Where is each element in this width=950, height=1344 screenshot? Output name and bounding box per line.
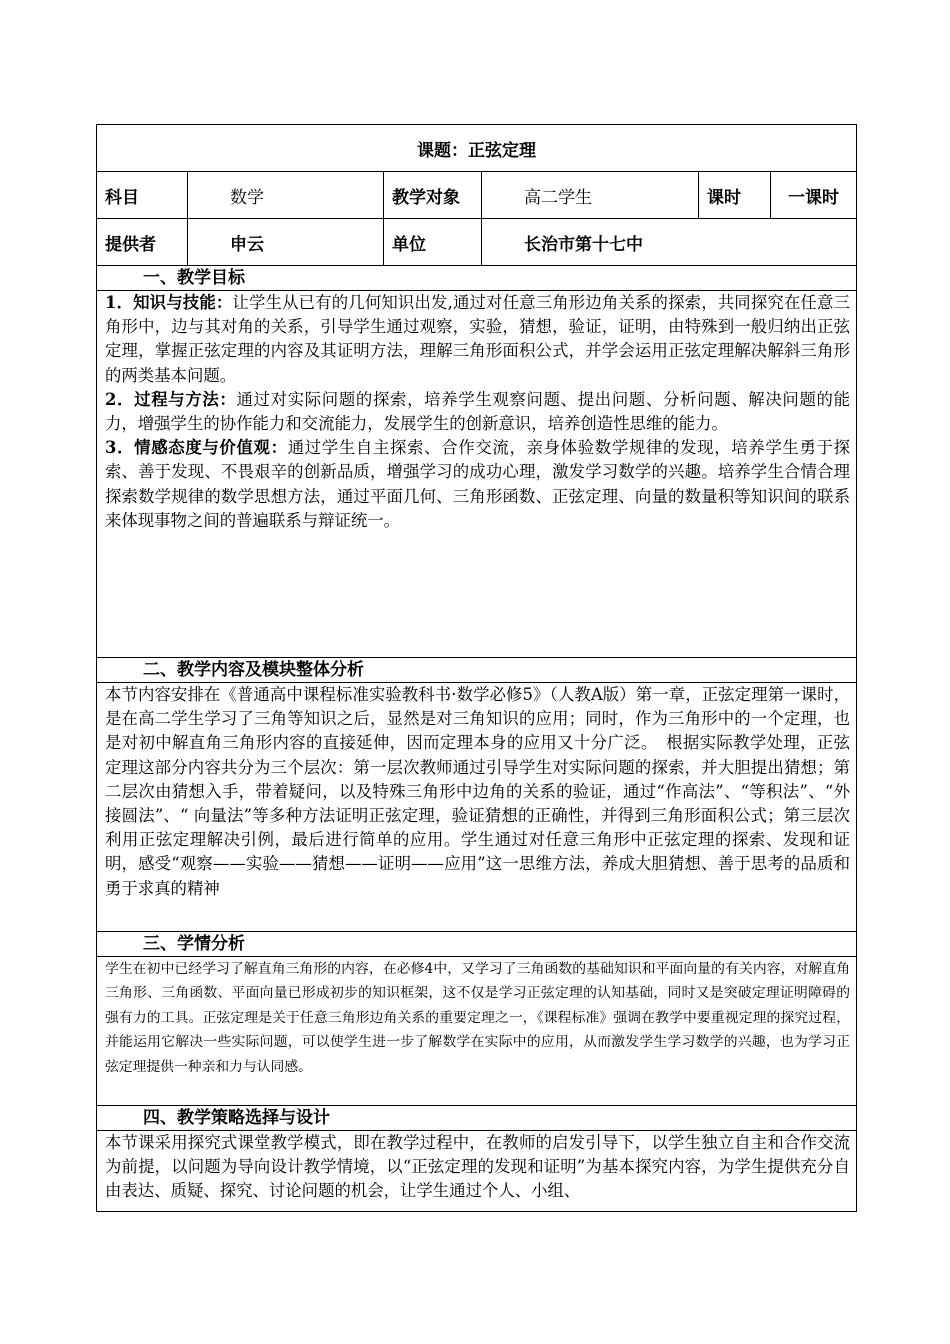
section2-text: 本节内容安排在《普通高中课程标准实验教科书·数学必修5》（人教A版）第一章，正弦定理第一课时，是在高二学生学习了三角等知识之后，显然是对三角知识的应用；同时，作为三角形中的一个定理，也是对初中解直角三角形内容的直接延伸，因而定理本身的应用又十分广泛。 根据实际教学处理，正弦定理这部分内容共分为三个层次：第一层次教师通过引导学生对实际问题的探索，并大胆提出猜想；第二层次由猜想入手，带着疑问，以及特殊三角形中边角的关系的验证，通过“作高法”、“等积法”、“外接圆法”、“ 向量法”等多种方法证明正弦定理，验证猜想的正确性，并得到三角形面积公式；第三层次利用正弦定理解决引例，最后进行简单的应用。学生通过对任意三角形中正弦定理的探索、发现和证明，感受“观察——实验——猜想——证明——应用”这一思维方法，养成大胆猜想、善于思考的品质和勇于求真的精神 — [105, 685, 850, 898]
provider-value: 申云 — [188, 219, 384, 266]
period-value: 一课时 — [771, 172, 857, 219]
period-label: 课时 — [699, 172, 771, 219]
lesson-plan-table — [96, 124, 857, 1212]
objective-attitude: 3．情感态度与价值观：通过学生自主探索、合作交流，亲身体验数学规律的发现，培养学生勇于探索、善于发现、不畏艰辛的创新品质，增强学习的成功心理，激发学习数学的兴趣。培养学生合情合理探索数学规律的数学思想方法，通过平面几何、三角形函数、正弦定理、向量的数量积等知识间的联系来体现事物之间的普遍联系与辩证统一。 — [105, 438, 851, 530]
section4-text: 本节课采用探究式课堂教学模式，即在教学过程中，在教师的启发引导下，以学生独立自主和合作交流为前提，以问题为导向设计教学情境，以“正弦定理的发现和证明”为基本探究内容，为学生提供充分自由表达、质疑、探究、讨论问题的机会，让学生通过个人、小组、 — [105, 1133, 850, 1201]
section3-body — [97, 957, 857, 1106]
audience-label: 教学对象 — [384, 172, 482, 219]
subject-value: 数学 — [188, 172, 384, 219]
unit-label: 单位 — [384, 219, 482, 266]
subject-label: 科目 — [97, 172, 188, 219]
section1-heading: 一、教学目标 — [97, 266, 857, 291]
section2-body — [97, 683, 857, 932]
section3-heading: 三、学情分析 — [97, 932, 857, 957]
audience-value: 高二学生 — [482, 172, 699, 219]
lesson-title: 课题：正弦定理 — [97, 125, 857, 172]
provider-label: 提供者 — [97, 219, 188, 266]
section1-body — [97, 291, 857, 658]
section3-text: 学生在初中已经学习了解直角三角形的内容，在必修4中，又学习了三角函数的基础知识和平面向量的有关内容，对解直角三角形、三角函数、平面向量已形成初步的知识框架，这不仅是学习正弦定理的认知基础，同时又是突破定理证明障碍的强有力的工具。正弦定理是关于任意三角形边角关系的重要定理之一，《课程标准》强调在教学中要重视定理的探究过程，并能运用它解决一些实际问题，可以使学生进一步了解数学在实际中的应用，从而激发学生学习数学的兴趣，也为学习正弦定理提供一种亲和力与认同感。 — [105, 961, 850, 1075]
section2-heading: 二、教学内容及模块整体分析 — [97, 658, 857, 683]
section4-body — [97, 1131, 857, 1212]
objective-knowledge: 1．知识与技能：让学生从已有的几何知识出发,通过对任意三角形边角关系的探索，共同探究在任意三角形中，边与其对角的关系，引导学生通过观察，实验，猜想，验证，证明，由特殊到一般归纳出正弦定理，掌握正弦定理的内容及其证明方法，理解三角形面积公式，并学会运用正弦定理解决解斜三角形的两类基本问题。 — [105, 293, 850, 385]
unit-value: 长治市第十七中 — [482, 219, 857, 266]
objective-process: 2．过程与方法：通过对实际问题的探索，培养学生观察问题、提出问题、分析问题、解决问题的能力，增强学生的协作能力和交流能力，发展学生的创新意识，培养创造性思维的能力。 — [105, 389, 850, 434]
section4-heading: 四、教学策略选择与设计 — [97, 1106, 857, 1131]
lesson-plan-page — [96, 124, 856, 1212]
